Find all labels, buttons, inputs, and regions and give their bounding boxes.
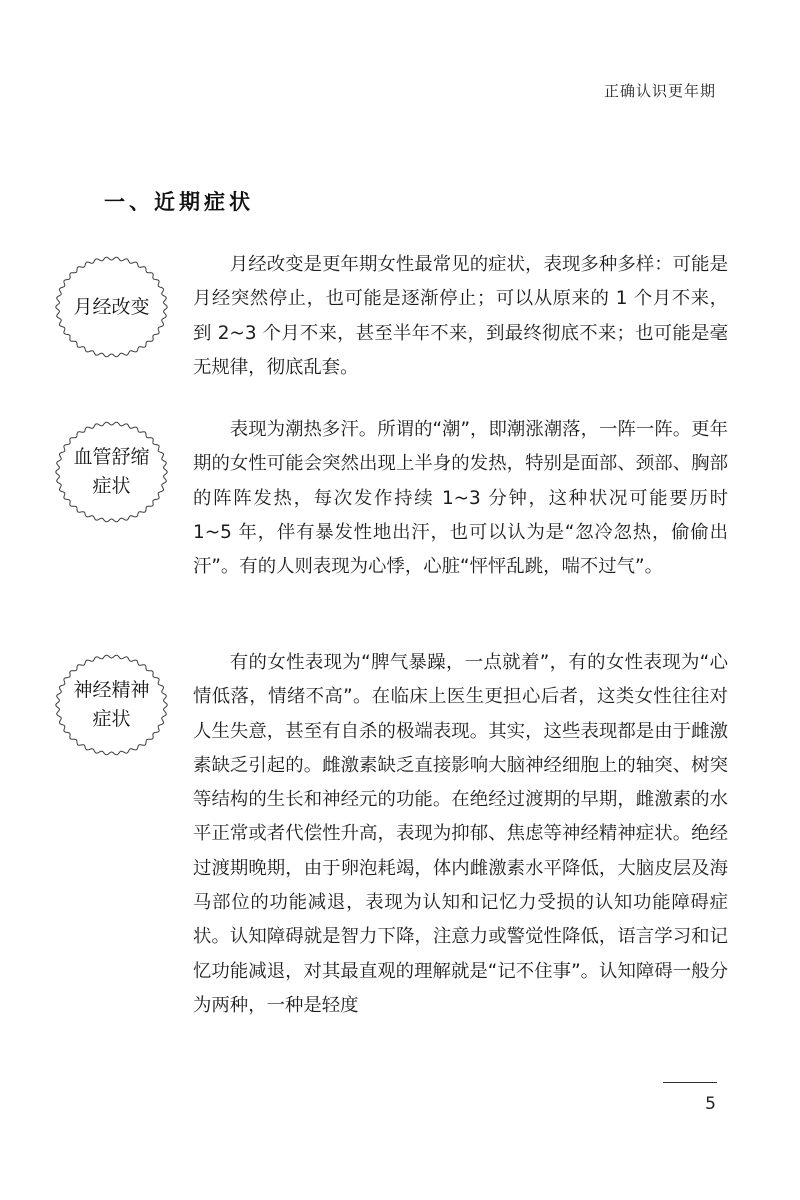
footer-rule	[663, 1082, 717, 1083]
running-head-title: 正确认识更年期	[603, 82, 716, 100]
section-heading: 一、近期症状	[104, 190, 254, 214]
badge-line: 症状	[92, 708, 131, 730]
badge-label	[55, 256, 168, 358]
page-number: 5	[705, 1094, 716, 1114]
paragraph-vasomotor-symptoms: 表现为潮热多汗。所谓的“潮”，即潮涨潮落，一阵一阵。更年期的女性可能会突然出现上半身的发热，特别是面部、颈部、胸部的阵阵发热，每次发作持续 1~3 分钟，这种状况可能要历时 1~5 年，伴有暴发性地出汗，也可以认为是“忽冷忽热，偷偷出汗”。有的人则表现为心悸，心脏“怦怦乱跳，喘不过气”。	[193, 419, 728, 578]
badge-label	[55, 421, 168, 523]
badge-line: 症状	[92, 475, 131, 497]
paragraph-neuropsychiatric-symptoms: 有的女性表现为“脾气暴躁，一点就着”，有的女性表现为“心情低落，情绪不高”。在临床上医生更担心后者，这类女性往往对人生失意，甚至有自杀的极端表现。其实，这些表现都是由于雌激素缺乏引起的。雌激素缺乏直接影响大脑神经细胞上的轴突、树突等结构的生长和神经元的功能。在绝经过渡期的早期，雌激素的水平正常或者代偿性升高，表现为抑郁、焦虑等神经精神症状。绝经过渡期晚期，由于卵泡耗竭，体内雌激素水平降低，大脑皮层及海马部位的功能减退，表现为认知和记忆力受损的认知功能障碍症状。认知障碍就是智力下降，注意力或警觉性降低，语言学习和记忆功能减退，对其最直观的理解就是“记不住事”。认知障碍一般分为两种，一种是轻度	[193, 652, 728, 1016]
badge-neuropsychiatric-symptoms	[55, 654, 168, 756]
badge-line: 血管舒缩	[73, 446, 150, 468]
badge-menstrual-change	[55, 256, 168, 358]
badge-line: 神经精神	[73, 679, 150, 701]
badge-line: 月经改变	[73, 295, 150, 318]
paragraph-menstrual-change: 月经改变是更年期女性最常见的症状，表现多种多样：可能是月经突然停止，也可能是逐渐停止；可以从原来的 1 个月不来，到 2~3 个月不来，甚至半年不来，到最终彻底不来；也可能是毫无规律，彻底乱套。	[193, 254, 728, 378]
badge-label	[55, 654, 168, 756]
badge-vasomotor-symptoms	[55, 421, 168, 523]
